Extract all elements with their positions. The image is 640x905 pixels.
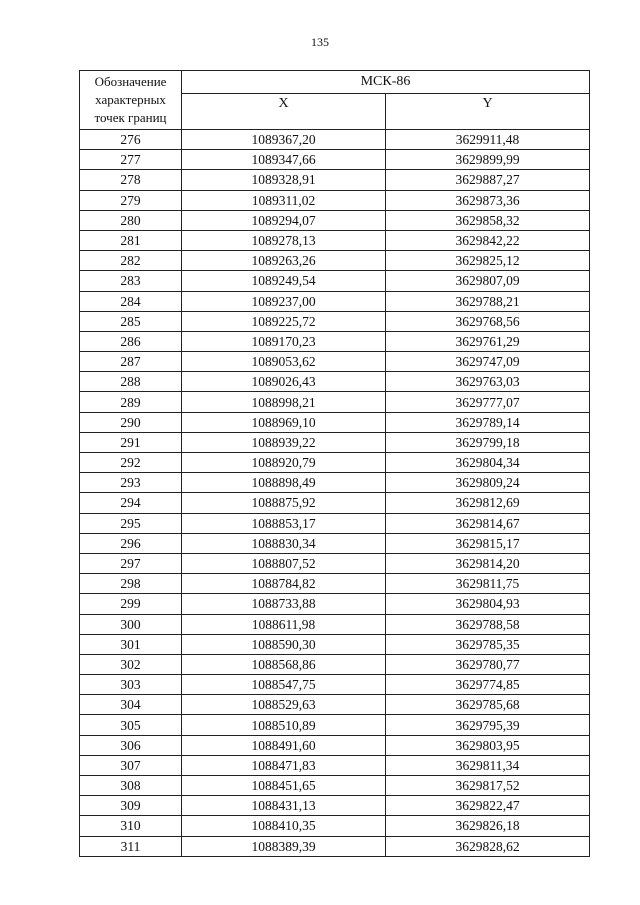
x-coordinate-cell: 1088853,17: [182, 513, 386, 533]
x-coordinate-cell: 1088547,75: [182, 675, 386, 695]
point-number-cell: 288: [80, 372, 182, 392]
table-row: [80, 453, 590, 473]
table-row: [80, 614, 590, 634]
y-coordinate-cell: 3629809,24: [386, 473, 590, 493]
coordinates-table: [79, 70, 590, 857]
x-coordinate-cell: 1089347,66: [182, 150, 386, 170]
y-coordinate-cell: 3629814,67: [386, 513, 590, 533]
x-coordinate-cell: 1088510,89: [182, 715, 386, 735]
y-coordinate-cell: 3629815,17: [386, 533, 590, 553]
table-row: [80, 755, 590, 775]
point-number-cell: 299: [80, 594, 182, 614]
y-coordinate-cell: 3629763,03: [386, 372, 590, 392]
header-x: X: [182, 94, 386, 130]
table-row: [80, 776, 590, 796]
table-row: [80, 513, 590, 533]
y-coordinate-cell: 3629761,29: [386, 331, 590, 351]
x-coordinate-cell: 1089367,20: [182, 130, 386, 150]
point-number-cell: 296: [80, 533, 182, 553]
point-number-cell: 309: [80, 796, 182, 816]
point-number-cell: 302: [80, 654, 182, 674]
y-coordinate-cell: 3629807,09: [386, 271, 590, 291]
point-number-cell: 290: [80, 412, 182, 432]
y-coordinate-cell: 3629803,95: [386, 735, 590, 755]
table-row: [80, 271, 590, 291]
point-number-cell: 289: [80, 392, 182, 412]
table-row: [80, 432, 590, 452]
header-designation: Обозначение характерных точек границ: [80, 71, 182, 130]
point-number-cell: 281: [80, 230, 182, 250]
point-number-cell: 300: [80, 614, 182, 634]
y-coordinate-cell: 3629811,34: [386, 755, 590, 775]
x-coordinate-cell: 1089237,00: [182, 291, 386, 311]
point-number-cell: 279: [80, 190, 182, 210]
table-body: [80, 130, 590, 857]
point-number-cell: 298: [80, 574, 182, 594]
x-coordinate-cell: 1088431,13: [182, 796, 386, 816]
point-number-cell: 297: [80, 553, 182, 573]
y-coordinate-cell: 3629788,58: [386, 614, 590, 634]
point-number-cell: 311: [80, 836, 182, 856]
y-coordinate-cell: 3629887,27: [386, 170, 590, 190]
table-row: [80, 150, 590, 170]
page-number: 135: [311, 35, 329, 49]
x-coordinate-cell: 1089170,23: [182, 331, 386, 351]
x-coordinate-cell: 1089328,91: [182, 170, 386, 190]
x-coordinate-cell: 1089294,07: [182, 210, 386, 230]
table-row: [80, 311, 590, 331]
y-coordinate-cell: 3629873,36: [386, 190, 590, 210]
header-coordinate-system: МСК-86: [182, 71, 590, 94]
table-row: [80, 715, 590, 735]
y-coordinate-cell: 3629777,07: [386, 392, 590, 412]
y-coordinate-cell: 3629795,39: [386, 715, 590, 735]
x-coordinate-cell: 1088410,35: [182, 816, 386, 836]
point-number-cell: 294: [80, 493, 182, 513]
point-number-cell: 293: [80, 473, 182, 493]
point-number-cell: 283: [80, 271, 182, 291]
x-coordinate-cell: 1088733,88: [182, 594, 386, 614]
point-number-cell: 285: [80, 311, 182, 331]
x-coordinate-cell: 1089311,02: [182, 190, 386, 210]
x-coordinate-cell: 1089225,72: [182, 311, 386, 331]
point-number-cell: 282: [80, 251, 182, 271]
point-number-cell: 280: [80, 210, 182, 230]
x-coordinate-cell: 1088939,22: [182, 432, 386, 452]
x-coordinate-cell: 1089053,62: [182, 352, 386, 372]
x-coordinate-cell: 1088389,39: [182, 836, 386, 856]
table-header: [80, 71, 590, 130]
y-coordinate-cell: 3629814,20: [386, 553, 590, 573]
table-row: [80, 230, 590, 250]
header-y: Y: [386, 94, 590, 130]
point-number-cell: 277: [80, 150, 182, 170]
x-coordinate-cell: 1088611,98: [182, 614, 386, 634]
x-coordinate-cell: 1089278,13: [182, 230, 386, 250]
table-row: [80, 816, 590, 836]
x-coordinate-cell: 1088590,30: [182, 634, 386, 654]
table-row: [80, 473, 590, 493]
table-row: [80, 796, 590, 816]
x-coordinate-cell: 1088875,92: [182, 493, 386, 513]
y-coordinate-cell: 3629747,09: [386, 352, 590, 372]
table-row: [80, 634, 590, 654]
point-number-cell: 301: [80, 634, 182, 654]
point-number-cell: 286: [80, 331, 182, 351]
x-coordinate-cell: 1088471,83: [182, 755, 386, 775]
table-row: [80, 251, 590, 271]
point-number-cell: 287: [80, 352, 182, 372]
table-row: [80, 695, 590, 715]
table-row: [80, 392, 590, 412]
y-coordinate-cell: 3629768,56: [386, 311, 590, 331]
point-number-cell: 306: [80, 735, 182, 755]
y-coordinate-cell: 3629822,47: [386, 796, 590, 816]
x-coordinate-cell: 1088784,82: [182, 574, 386, 594]
table-row: [80, 654, 590, 674]
y-coordinate-cell: 3629804,34: [386, 453, 590, 473]
point-number-cell: 295: [80, 513, 182, 533]
y-coordinate-cell: 3629826,18: [386, 816, 590, 836]
table-row: [80, 836, 590, 856]
y-coordinate-cell: 3629825,12: [386, 251, 590, 271]
x-coordinate-cell: 1088451,65: [182, 776, 386, 796]
y-coordinate-cell: 3629812,69: [386, 493, 590, 513]
point-number-cell: 308: [80, 776, 182, 796]
x-coordinate-cell: 1088969,10: [182, 412, 386, 432]
x-coordinate-cell: 1088807,52: [182, 553, 386, 573]
table-row: [80, 130, 590, 150]
x-coordinate-cell: 1088491,60: [182, 735, 386, 755]
point-number-cell: 284: [80, 291, 182, 311]
y-coordinate-cell: 3629828,62: [386, 836, 590, 856]
point-number-cell: 278: [80, 170, 182, 190]
table-row: [80, 190, 590, 210]
y-coordinate-cell: 3629785,35: [386, 634, 590, 654]
table-row: [80, 372, 590, 392]
y-coordinate-cell: 3629817,52: [386, 776, 590, 796]
point-number-cell: 276: [80, 130, 182, 150]
table-row: [80, 675, 590, 695]
point-number-cell: 310: [80, 816, 182, 836]
x-coordinate-cell: 1089026,43: [182, 372, 386, 392]
y-coordinate-cell: 3629858,32: [386, 210, 590, 230]
table-row: [80, 331, 590, 351]
x-coordinate-cell: 1089249,54: [182, 271, 386, 291]
table-row: [80, 594, 590, 614]
table-row: [80, 352, 590, 372]
point-number-cell: 307: [80, 755, 182, 775]
y-coordinate-cell: 3629789,14: [386, 412, 590, 432]
table-row: [80, 533, 590, 553]
point-number-cell: 303: [80, 675, 182, 695]
table-row: [80, 291, 590, 311]
table-row: [80, 210, 590, 230]
y-coordinate-cell: 3629785,68: [386, 695, 590, 715]
y-coordinate-cell: 3629842,22: [386, 230, 590, 250]
x-coordinate-cell: 1089263,26: [182, 251, 386, 271]
x-coordinate-cell: 1088920,79: [182, 453, 386, 473]
table-row: [80, 493, 590, 513]
y-coordinate-cell: 3629811,75: [386, 574, 590, 594]
point-number-cell: 291: [80, 432, 182, 452]
y-coordinate-cell: 3629780,77: [386, 654, 590, 674]
table-row: [80, 574, 590, 594]
x-coordinate-cell: 1088898,49: [182, 473, 386, 493]
y-coordinate-cell: 3629788,21: [386, 291, 590, 311]
table-row: [80, 735, 590, 755]
point-number-cell: 292: [80, 453, 182, 473]
point-number-cell: 304: [80, 695, 182, 715]
y-coordinate-cell: 3629911,48: [386, 130, 590, 150]
table-row: [80, 170, 590, 190]
x-coordinate-cell: 1088998,21: [182, 392, 386, 412]
y-coordinate-cell: 3629804,93: [386, 594, 590, 614]
x-coordinate-cell: 1088830,34: [182, 533, 386, 553]
point-number-cell: 305: [80, 715, 182, 735]
table-row: [80, 553, 590, 573]
table-row: [80, 412, 590, 432]
y-coordinate-cell: 3629774,85: [386, 675, 590, 695]
y-coordinate-cell: 3629899,99: [386, 150, 590, 170]
x-coordinate-cell: 1088568,86: [182, 654, 386, 674]
y-coordinate-cell: 3629799,18: [386, 432, 590, 452]
x-coordinate-cell: 1088529,63: [182, 695, 386, 715]
